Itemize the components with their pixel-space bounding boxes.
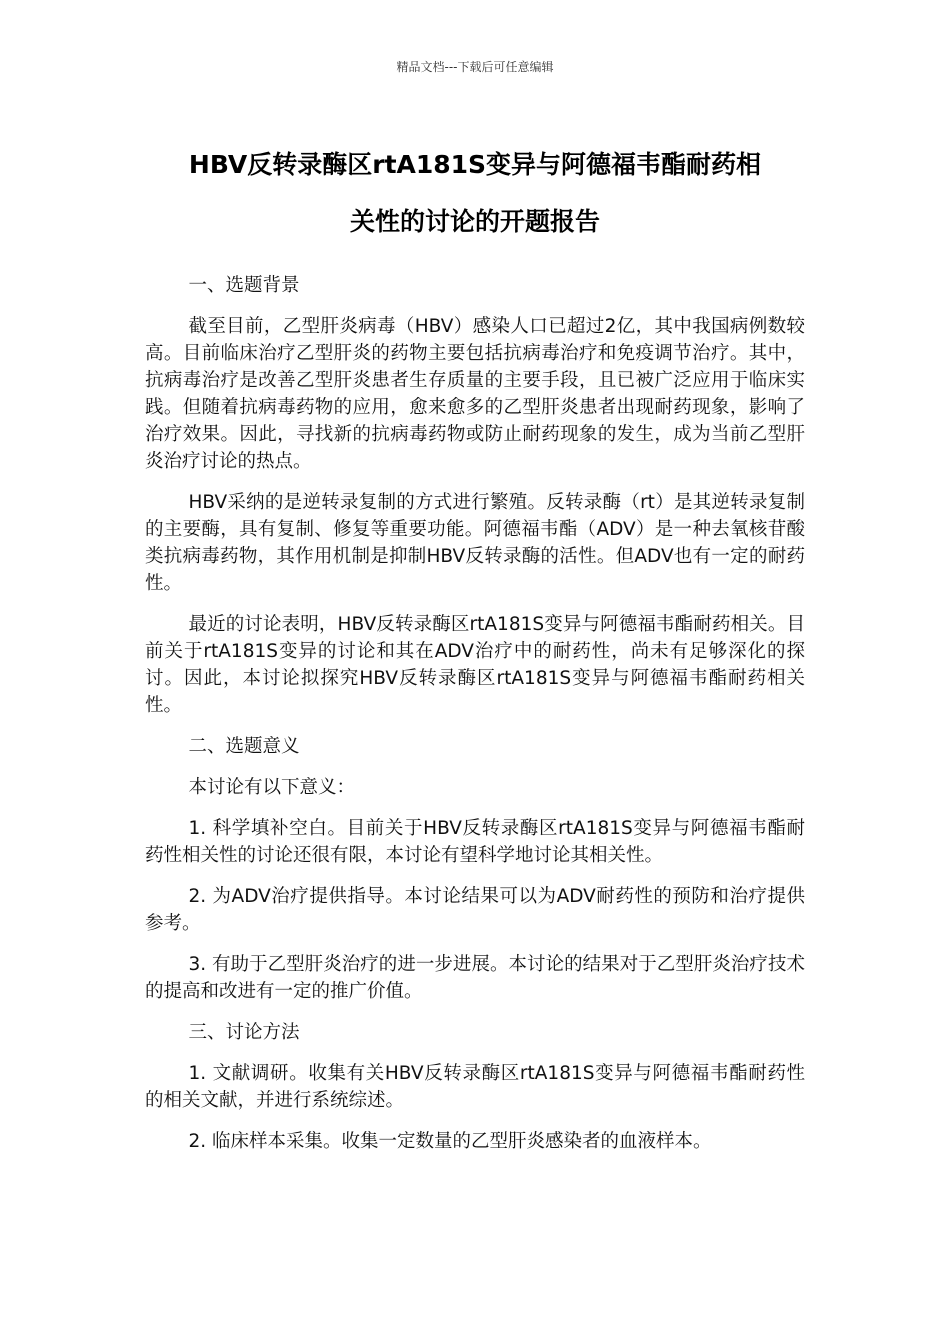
list-item-methods-1: 1. 文献调研。收集有关HBV反转录酶区rtA181S变异与阿德福韦酯耐药性的相关文献，并进行系统综述。 xyxy=(145,1063,805,1111)
section-heading-significance: 二、选题意义 xyxy=(188,736,300,757)
list-item-significance-2: 2. 为ADV治疗提供指导。本讨论结果可以为ADV耐药性的预防和治疗提供参考。 xyxy=(145,886,805,934)
paragraph-significance-intro: 本讨论有以下意义： xyxy=(188,777,355,798)
section-heading-methods: 三、讨论方法 xyxy=(188,1022,300,1043)
list-item-significance-3: 3. 有助于乙型肝炎治疗的进一步进展。本讨论的结果对于乙型肝炎治疗技术的提高和改进有一定的推广价值。 xyxy=(145,954,805,1002)
section-heading-background: 一、选题背景 xyxy=(188,275,300,296)
list-item-methods-2: 2. 临床样本采集。收集一定数量的乙型肝炎感染者的血液样本。 xyxy=(188,1131,712,1152)
paragraph-background-3: 最近的讨论表明，HBV反转录酶区rtA181S变异与阿德福韦酯耐药相关。目前关于rtA181S变异的讨论和其在ADV治疗中的耐药性，尚未有足够深化的探讨。因此，本讨论拟探究HBV反转录酶区rtA181S变异与阿德福韦酯耐药相关性。 xyxy=(145,614,805,716)
paragraph-background-2: HBV采纳的是逆转录复制的方式进行繁殖。反转录酶（rt）是其逆转录复制的主要酶，具有复制、修复等重要功能。阿德福韦酯（ADV）是一种去氧核苷酸类抗病毒药物，其作用机制是抑制HBV反转录酶的活性。但ADV也有一定的耐药性。 xyxy=(145,492,805,594)
page-header-watermark: 精品文档---下载后可任意编辑 xyxy=(396,60,554,74)
document-title-line-1: HBV反转录酶区rtA181S变异与阿德福韦酯耐药相 xyxy=(188,150,762,179)
list-item-significance-1: 1. 科学填补空白。目前关于HBV反转录酶区rtA181S变异与阿德福韦酯耐药性相关性的讨论还很有限，本讨论有望科学地讨论其相关性。 xyxy=(145,818,805,866)
document-title xyxy=(140,136,810,250)
document-title-line-2: 关性的讨论的开题报告 xyxy=(349,207,600,236)
paragraph-background-1: 截至目前，乙型肝炎病毒（HBV）感染人口已超过2亿，其中我国病例数较高。目前临床治疗乙型肝炎的药物主要包括抗病毒治疗和免疫调节治疗。其中，抗病毒治疗是改善乙型肝炎患者生存质量的主要手段，且已被广泛应用于临床实践。但随着抗病毒药物的应用，愈来愈多的乙型肝炎患者出现耐药现象，影响了治疗效果。因此，寻找新的抗病毒药物或防止耐药现象的发生，成为当前乙型肝炎治疗讨论的热点。 xyxy=(145,316,805,472)
document-body xyxy=(145,272,805,1169)
